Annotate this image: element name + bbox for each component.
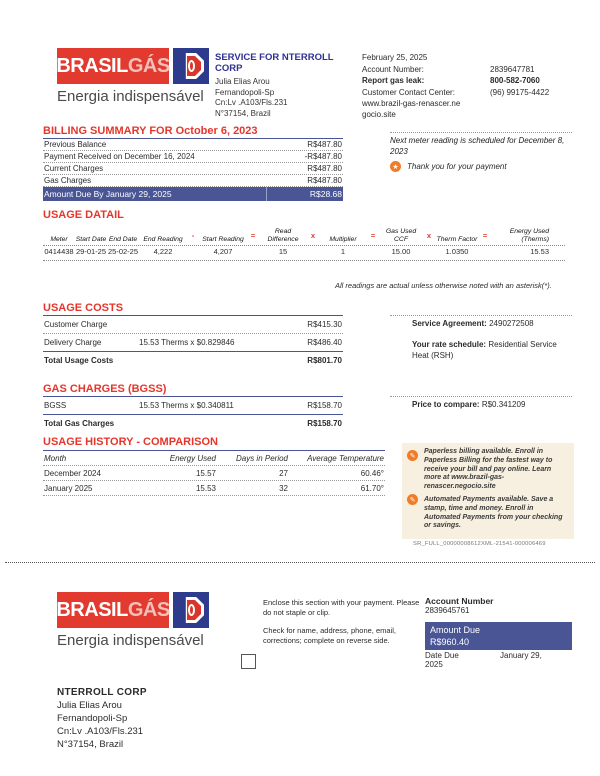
- gas-used-value: 15.00: [391, 247, 411, 256]
- service-agreement-value: 2490272508: [489, 319, 534, 328]
- billing-row: [43, 151, 343, 163]
- column-header: Start Date: [75, 235, 107, 243]
- column-header: Gas Used CCF: [385, 228, 417, 243]
- usage-detail-table: [43, 228, 565, 261]
- days-in-period-value: 32: [279, 483, 288, 493]
- amount-due-value: R$28.68: [266, 187, 342, 201]
- account-number-label: Account Number:: [362, 64, 424, 74]
- cost-value: R$486.40: [307, 338, 342, 347]
- avg-temperature-value: 61.70°: [360, 483, 384, 493]
- equals-operator: =: [482, 231, 488, 240]
- date-due-value: January 29,: [500, 651, 542, 660]
- read-difference-value: 15: [278, 247, 288, 256]
- column-header: End Reading: [143, 235, 183, 243]
- address-change-checkbox[interactable]: [241, 654, 256, 669]
- service-address-line: N°37154, Brazil: [215, 108, 271, 118]
- column-header: Therm Factor: [436, 235, 478, 243]
- billing-row-label: Current Charges: [44, 164, 104, 173]
- brand-logo-emblem: [173, 48, 209, 84]
- pencil-icon: ✎: [407, 494, 418, 505]
- mailing-line: Fernandopoli-Sp: [57, 713, 128, 724]
- tear-off-separator: [5, 562, 595, 563]
- bgss-row: [43, 396, 343, 414]
- rate-schedule-value: Residential Service: [488, 340, 557, 349]
- usage-history-title: USAGE HISTORY - COMPARISON: [43, 436, 219, 448]
- cost-detail: 15.53 Therms x $0.829846: [139, 338, 235, 347]
- total-usage-costs-row: [43, 351, 343, 369]
- times-operator: x: [310, 231, 316, 240]
- brand-tagline: Energia indispensável: [57, 632, 204, 649]
- multiplier-value: 1: [340, 247, 346, 256]
- paperless-notice: Paperless billing available. Enroll in Paperless Billing for the fastest way to receive your bill and pay online. Learn more at www.brazil-gas-renascer.negocio.site: [424, 448, 553, 491]
- document-code: SR_FULL_00000008612XML-21541-000006469: [413, 541, 546, 547]
- column-header: Month: [44, 453, 67, 463]
- cost-value: R$158.70: [307, 401, 342, 410]
- start-date-value: 29-01-25: [75, 247, 107, 256]
- usage-history-table: [43, 450, 385, 496]
- energy-used-value: 15.53: [530, 247, 549, 256]
- equals-operator: =: [370, 231, 376, 240]
- octagon-icon: [178, 53, 204, 79]
- cost-label: Customer Charge: [44, 320, 108, 329]
- service-for-title: SERVICE FOR NTERROLL CORP: [215, 52, 334, 74]
- column-header: Average Temperature: [307, 453, 384, 463]
- stub-account-number: 2839645761: [425, 606, 470, 615]
- billing-row: [43, 163, 343, 175]
- usage-costs-table: [43, 315, 343, 369]
- contact-center-phone: (96) 99175-4422: [490, 87, 550, 97]
- billing-row-value: -R$487.80: [304, 152, 342, 161]
- times-operator: x: [426, 231, 432, 240]
- mailing-address-block: [57, 686, 147, 751]
- notices-box: [402, 443, 574, 539]
- billing-row-label: Payment Received on December 16, 2024: [44, 152, 195, 161]
- rate-schedule-value2: Heat (RSH): [412, 350, 454, 360]
- mailing-line: N°37154, Brazil: [57, 739, 124, 750]
- stub-date-due-row: [425, 651, 572, 660]
- bill-date: February 25, 2025: [362, 53, 428, 62]
- energy-used-value: 15.53: [195, 483, 216, 493]
- brand-name-bold: BRASIL: [56, 54, 128, 77]
- check-note: Check for name, address, phone, email, corrections; complete on reverse side.: [263, 626, 396, 645]
- service-agreement-block: [390, 315, 572, 330]
- flame-icon: [188, 60, 195, 72]
- readings-note: All readings are actual unless otherwise noted with an asterisk(*).: [335, 281, 552, 290]
- service-address-block: [215, 52, 360, 119]
- billing-row-value: R$487.80: [307, 140, 342, 149]
- column-header: Energy Used (Therms): [509, 228, 549, 243]
- report-leak-phone: 800-582-7060: [490, 76, 540, 85]
- price-compare-value: R$0.341209: [481, 400, 526, 409]
- billing-row: [43, 175, 343, 187]
- total-value: R$801.70: [307, 356, 342, 365]
- service-agreement-label: Service Agreement:: [412, 319, 487, 328]
- energy-used-value: 15.57: [195, 468, 216, 478]
- avg-temperature-value: 60.46°: [360, 468, 384, 478]
- billing-summary-table: [43, 138, 343, 201]
- brand-name-light: GÁS: [127, 598, 170, 621]
- service-address-line: Cn:Lv .A103/Fls.231: [215, 98, 288, 107]
- cost-detail: 15.53 Therms x $0.340811: [139, 401, 234, 410]
- total-label: Total Gas Charges: [44, 419, 115, 428]
- stub-amount-due-value: R$960.40: [430, 637, 470, 647]
- date-due-label: Date Due: [425, 651, 459, 660]
- automated-notice: Automated Payments available. Save a stamp, time and money. Enroll in Automated Payments from your checking or savings.: [424, 495, 563, 530]
- gas-charges-title: GAS CHARGES (BGSS): [43, 383, 167, 395]
- pencil-icon: ✎: [407, 450, 418, 461]
- month-value: January 2025: [44, 483, 93, 493]
- days-in-period-value: 27: [279, 468, 288, 478]
- equals-operator: =: [250, 231, 256, 240]
- brand-logo-wordmark: [57, 592, 169, 628]
- minus-operator: -: [191, 231, 195, 240]
- price-compare-label: Price to compare:: [412, 400, 480, 409]
- cost-label: Delivery Charge: [44, 338, 102, 347]
- report-leak-label: Report gas leak:: [362, 76, 425, 85]
- service-address-line: Julia Elias Arou: [215, 77, 270, 86]
- rate-schedule-label: Your rate schedule:: [412, 340, 487, 349]
- contact-center-label: Customer Contact Center:: [362, 87, 455, 97]
- start-reading-value: 4,207: [213, 247, 233, 256]
- website-link: www.brazil-gas-renascer.negocio.site: [362, 99, 461, 119]
- cost-row: [43, 333, 343, 351]
- cost-value: R$415.30: [307, 320, 342, 329]
- billing-row-label: Previous Balance: [44, 140, 107, 149]
- thank-you-text: Thank you for your payment: [407, 162, 507, 171]
- cost-row: [43, 315, 343, 333]
- total-gas-charges-row: [43, 414, 343, 432]
- usage-history-header-row: [43, 451, 385, 466]
- brand-name-bold: BRASIL: [56, 598, 128, 621]
- month-value: December 2024: [44, 468, 101, 478]
- stub-payment-block: [425, 596, 572, 669]
- brand-logo-wordmark: [57, 48, 169, 84]
- therm-factor-value: 1.0350: [445, 247, 469, 256]
- usage-history-row: [43, 466, 385, 481]
- brand-logo-emblem: [173, 592, 209, 628]
- stub-instructions: [263, 598, 425, 654]
- column-header: Days in Period: [235, 453, 288, 463]
- usage-costs-title: USAGE COSTS: [43, 302, 124, 314]
- column-header: Read Difference: [267, 228, 299, 243]
- header-info-block: [362, 52, 577, 120]
- billing-row-value: R$487.80: [307, 176, 342, 185]
- meter-value: 0414438: [44, 247, 74, 256]
- cost-label: BGSS: [44, 401, 67, 410]
- usage-detail-header-row: [43, 228, 565, 246]
- stub-amount-due-box: [425, 622, 572, 650]
- total-value: R$158.70: [307, 419, 342, 428]
- next-reading-note: Next meter reading is scheduled for December 8, 2023: [390, 132, 572, 157]
- end-reading-value: 4,222: [153, 247, 173, 256]
- end-date-value: 25-02-25: [107, 247, 139, 256]
- enclose-note: Enclose this section with your payment. Please do not staple or clip.: [263, 598, 420, 617]
- flame-icon: [188, 604, 195, 616]
- octagon-icon: [178, 597, 204, 623]
- star-icon: ★: [390, 161, 401, 172]
- usage-detail-title: USAGE DATAIL: [43, 209, 124, 221]
- billing-row: [43, 139, 343, 151]
- column-header: Energy Used: [169, 453, 216, 463]
- column-header: End Date: [108, 235, 138, 243]
- column-header: Meter: [50, 235, 68, 243]
- total-label: Total Usage Costs: [44, 356, 114, 365]
- amount-due-row: [43, 187, 343, 201]
- thank-you-note: [390, 161, 507, 172]
- column-header: Start Reading: [202, 235, 244, 243]
- service-address-line: Fernandopoli-Sp: [215, 87, 275, 97]
- brand-name-light: GÁS: [127, 54, 170, 77]
- mailing-line: Julia Elias Arou: [57, 700, 122, 711]
- mailing-name: NTERROLL CORP: [57, 687, 147, 698]
- price-compare-block: [390, 396, 572, 411]
- billing-summary-title: BILLING SUMMARY FOR October 6, 2023: [43, 125, 258, 137]
- gas-charges-table: [43, 396, 343, 432]
- billing-row-label: Gas Charges: [44, 176, 92, 185]
- usage-detail-data-row: [43, 246, 565, 261]
- account-number-value: 2839647781: [490, 64, 535, 74]
- usage-history-row: [43, 481, 385, 496]
- rate-schedule-block: [390, 337, 572, 361]
- brand-tagline: Energia indispensável: [57, 88, 204, 105]
- amount-due-label: Amount Due By January 29, 2025: [44, 189, 172, 199]
- date-due-value-2: 2025: [425, 660, 443, 669]
- billing-row-value: R$487.80: [307, 164, 342, 173]
- column-header: Multiplier: [329, 235, 357, 243]
- mailing-line: Cn:Lv .A103/Fls.231: [57, 726, 144, 737]
- stub-amount-due-label: Amount Due: [430, 625, 481, 635]
- stub-account-label: Account Number: [425, 596, 494, 606]
